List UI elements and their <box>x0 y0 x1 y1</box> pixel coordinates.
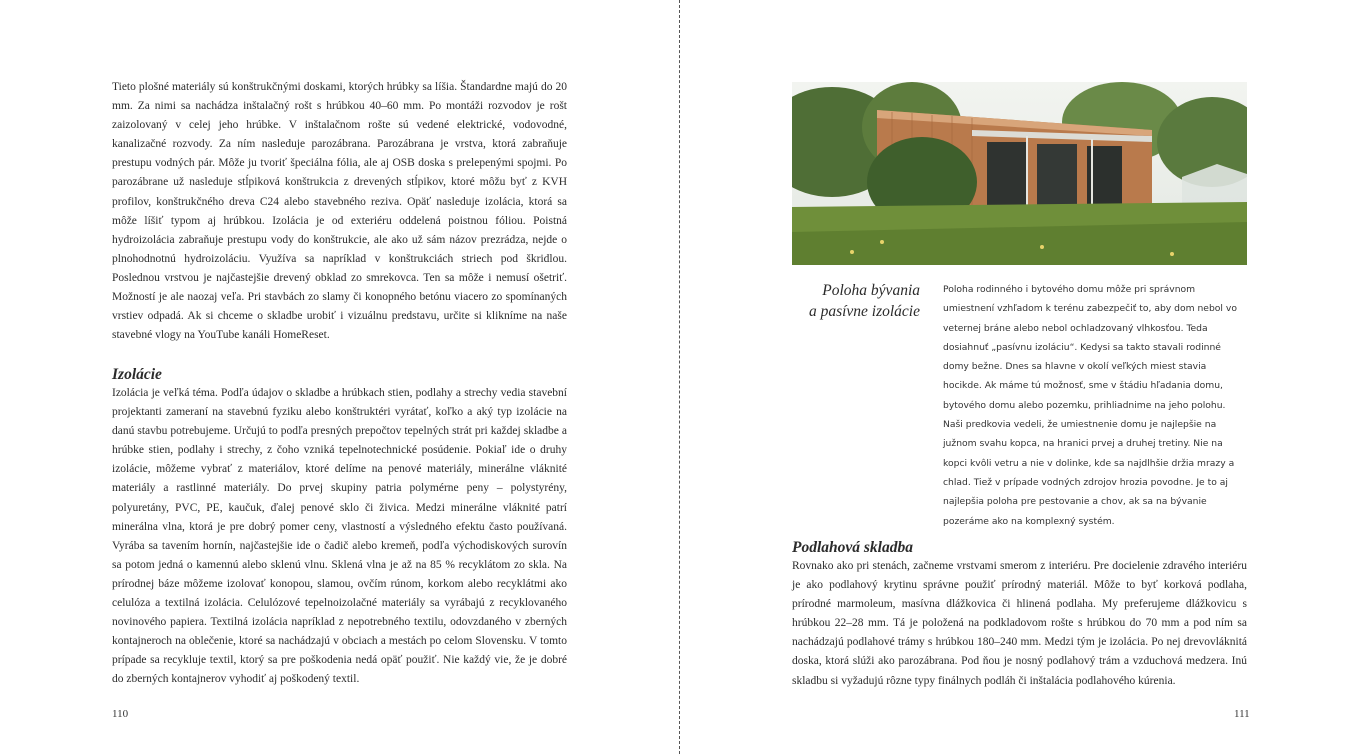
page-number-left: 110 <box>112 708 129 720</box>
sidebar-heading-line2: a pasívne izolácie <box>808 303 920 320</box>
page-gutter-divider <box>679 0 680 754</box>
sidebar-heading-line1: Poloha bývania <box>822 282 920 299</box>
intro-paragraph: Tieto plošné materiály sú konštrukčnými doskami, ktorých hrúbky sa líšia. Štandardne majú do 20 mm. Za nimi sa nachádza inštalačný rošt s hrúbkou 40–60 mm. Po montáži rozvodov je rošt zaizolovaný v celej jeho hrúbke. V inštalačnom rošte sú vedené elektrické, vodovodné, kanalizačné rozvody. Za ním nasleduje parozábrana. Parozábrana je vrstva, ktorá zabraňuje prestupu vodných pár. Môže ju tvoriť špeciálna fólia, ale aj OSB doska s prelepenými spojmi. Po parozábrane už nasleduje stĺpiková konštrukcia z drevených stĺpikov, ktoré môžu byť z KVH profilov, konštrukčného dreva C24 alebo stavebného reziva. Opäť nasleduje izolácia, ktorá sa môže líšiť typom aj hrúbkou. Izolácia je od exteriéru oddelená poistnou fóliou. Poistná hydroizolácia zabraňuje prestupu vody do konštrukcie, ale ako už sám názov prezrádza, nejde o plnohodnotnú hydroizoláciu. Využíva sa napríklad v konštrukciách striech pod škridlou. Poslednou vrstvou je najčastejšie drevený obklad zo smrekovca. Ten sa môže i nemusí ošetriť. Možností je ale naozaj veľa. Pri stavbách zo slamy či konopného betónu viacero zo spomínaných vrstiev odpadá. Ak si chceme o skladbe urobiť i vizuálnu predstavu, určite si klikníme na naše stavebné vlogy na YouTube kanáli HomeReset. <box>112 81 567 342</box>
sidebar-heading <box>800 280 920 322</box>
page-number-right: 111 <box>1234 708 1250 720</box>
house-photo <box>792 82 1247 265</box>
izolacie-paragraph: Izolácia je veľká téma. Podľa údajov o skladbe a hrúbkach stien, podlahy a strechy vedia stavební projektanti zameraní na stavebnú fyziku alebo konštruktéri vyrátať, koľko a aký typ izolácie na danú stavbu potrebujeme. Určujú to podľa presných prepočtov tepelných strát pri každej skladbe a hrúbke stien, podlahy i strechy, z čoho vzniká tepelnotechnické posúdenie. Pokiaľ ide o druhy izolácie, môžeme vybrať z materiálov, ktoré delíme na penové materiály, minerálne vláknité materiály a rastlinné materiály. Do prvej skupiny patria polymérne peny – polystyrény, polyuretány, PVC, PE, kaučuk, ďalej penové sklo či živica. Medzi minerálne vláknité patrí minerálna vlna, ktorá je pre dobrý pomer ceny, vlastností a výsledného efektu často používaná. Vyrába sa tavením hornín, najčastejšie ide o čadič alebo kremeň, podľa východiskových surovín sa potom jedná o kamennú alebo sklenú vlnu. Sklená vlna je až na 85 % recyklátom zo skla. Na prírodnej báze môžeme izolovať konopou, slamou, ovčím rúnom, korkom alebo recyklátmi ako celulóza a textilná izolácia. Celulózové tepelnoizolačné materiály sa vyrábajú z recyklovaného novinového papiera. Textilná izolácia napríklad z nepotrebného textilu, odovzdaného v zberných kontajneroch na oblečenie, ktoré sa nachádzajú v obciach a mestách po celom Slovensku. V tomto prípade sa recykluje textil, ktorý sa pre poškodenia nedá opäť použiť. Nie každý vie, že je dobré do zberných kontajnerov vyhodiť aj poškodený textil. <box>112 387 567 686</box>
left-page-body <box>112 78 567 345</box>
floor-paragraph: Rovnako ako pri stenách, začneme vrstvami smerom z interiéru. Pre docielenie zdravého interiéru je ako podlahový krytinu správne použiť prírodný materiál. Môže to byť korková podlaha, prírodné marmoleum, masívna dlážkovica či hlinená podlaha. My preferujeme dlážkovicu s hrúbkou 22–28 mm. Tá je položená na podkladovom rošte s hrúbkou do 70 mm a pod ním sa nachádzajú podlahové trámy s hrúbkou 180–240 mm. Medzi tým je izolácia. Po nej drevovláknitá doska, ktorá slúži ako parozábrana. Pod ňou je nosný podlahový trám a vzduchová medzera. Inú skladbu si vyžadujú rôzne typy finálnych podláh či inštalácia podlahového kúrenia. <box>792 560 1247 687</box>
sidebar-text: Poloha rodinného i bytového domu môže pri správnom umiestnení vzhľadom k terénu zabezpečiť to, aby dom nebol vo veternej bráne alebo nebol ochladzovaný vlhkosťou. Teda dosiahnuť „pasívnu izoláciu“. Kedysi sa takto stavali rodinné domy bežne. Dnes sa hlavne v okolí veľkých miest stavia hocikde. Ak máme tú možnosť, sme v štádiu hľadania domu, bytového domu alebo pozemku, prihliadnime na jeho polohu. Naši predkovia vedeli, že umiestnenie domu je najlepšie na južnom svahu kopca, na hranici prvej a druhej tretiny. Nie na kopci kvôli vetru a nie v dolinke, kde sa najdlhšie držia mrazy a chlad. Tiež v prípade vodných zdrojov hrozia povodne. Je to aj najlepšia poloha pre pestovanie a chov, ak sa na bývanie pozeráme ako na komplexný systém. <box>943 284 1237 527</box>
floor-heading: Podlahová skladba <box>792 539 913 556</box>
izolacie-heading: Izolácie <box>112 366 162 383</box>
